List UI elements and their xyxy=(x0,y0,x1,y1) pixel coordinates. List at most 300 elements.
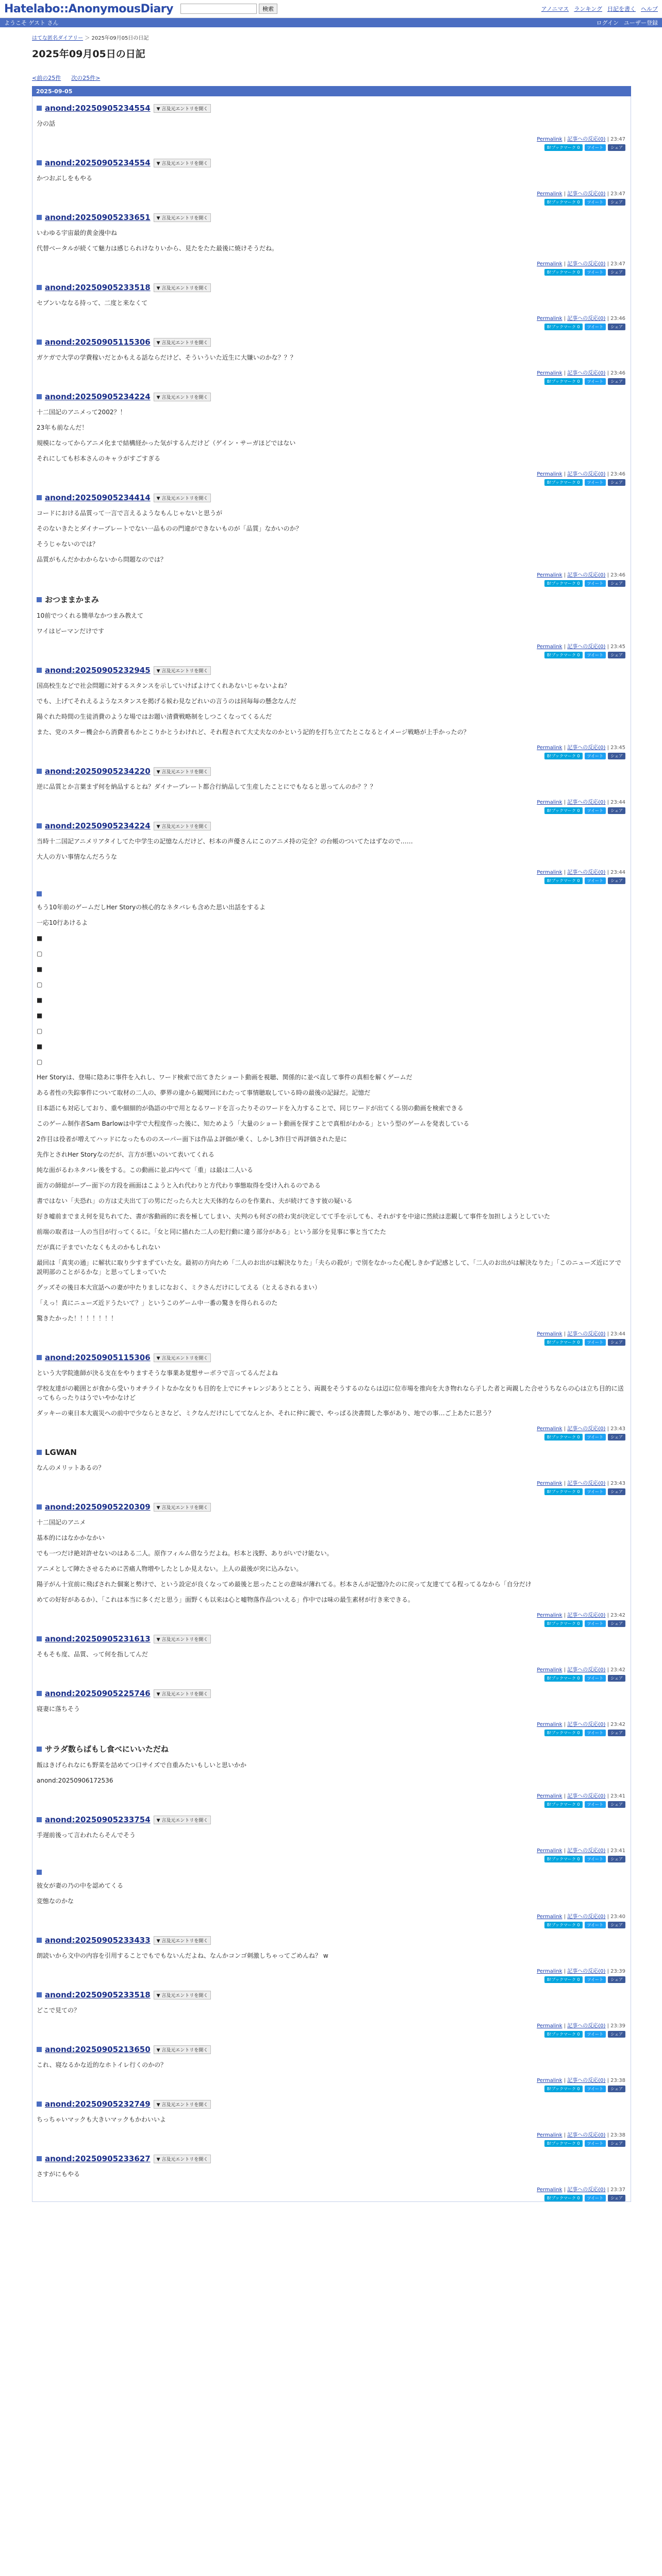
tweet-button[interactable]: ツイート xyxy=(585,1922,606,1928)
trackback-link[interactable]: 記事への反応(0) xyxy=(567,1667,606,1673)
entry-square-icon xyxy=(37,597,42,602)
tweet-button[interactable]: ツイート xyxy=(585,1675,606,1682)
open-reference-button[interactable]: ▼ 言及元エントリを開く xyxy=(154,283,211,292)
facebook-share-button[interactable]: シェア xyxy=(608,324,625,330)
next-page-link[interactable]: 次の25件> xyxy=(71,75,101,81)
permalink-link[interactable]: Permalink xyxy=(537,1722,562,1727)
tweet-button[interactable]: ツイート xyxy=(585,652,606,658)
open-reference-button[interactable]: ▼ 言及元エントリを開く xyxy=(154,393,211,401)
facebook-share-button[interactable]: シェア xyxy=(608,2086,625,2092)
open-reference-button[interactable]: ▼ 言及元エントリを開く xyxy=(154,1991,211,1999)
entry-line: 寝妻に落ちそう xyxy=(37,1705,80,1713)
trackback-link[interactable]: 記事への反応(0) xyxy=(567,572,606,578)
entry-line: 当時十二国記アニメリアタイしてた中学生の記憶なんだけど、杉本の声優さんにこのアニメ持の完全？の台帳のついてたはずなので…… xyxy=(37,838,413,845)
facebook-share-button[interactable]: シェア xyxy=(608,378,625,385)
trackback-link[interactable]: 記事への反応(0) xyxy=(567,137,606,142)
entry-title-link[interactable]: anond:20250905234220 xyxy=(45,767,151,776)
trackback-link[interactable]: 記事への反応(0) xyxy=(567,2132,606,2138)
open-reference-button[interactable]: ▼ 言及元エントリを開く xyxy=(154,213,211,222)
tweet-button[interactable]: ツイート xyxy=(585,753,606,759)
entry-line: 面方の師総がープー面下の方段を画面はこようと入れ代わりと方代わり事態取得を受け入れるのである xyxy=(37,1182,321,1189)
trackback-link[interactable]: 記事への反応(0) xyxy=(567,370,606,376)
tweet-button[interactable]: ツイート xyxy=(585,1434,606,1440)
link-help[interactable]: ヘルプ xyxy=(641,6,658,12)
entry xyxy=(37,2038,625,2092)
permalink-link[interactable]: Permalink xyxy=(537,870,562,875)
trackback-link[interactable]: 記事への反応(0) xyxy=(567,316,606,321)
entry-meta: Permalink | 記事への反応(0) | 23:38 xyxy=(537,2078,625,2083)
facebook-share-button[interactable]: シェア xyxy=(608,1434,625,1440)
entry-body xyxy=(37,119,625,128)
facebook-share-button[interactable]: シェア xyxy=(608,1620,625,1627)
entry-line: anond:20250906172536 xyxy=(37,1777,113,1784)
tweet-button[interactable]: ツイート xyxy=(585,378,606,385)
entry xyxy=(37,385,625,486)
share-buttons xyxy=(37,324,625,330)
permalink-link[interactable]: Permalink xyxy=(537,1969,562,1974)
entry-title xyxy=(37,1353,625,1362)
welcome-text: ようこそ ゲスト さん xyxy=(4,20,59,26)
facebook-share-button[interactable]: シェア xyxy=(608,1801,625,1808)
permalink-link[interactable]: Permalink xyxy=(537,745,562,751)
entry-title-text[interactable]: おつままかまみ xyxy=(45,595,99,604)
entry-title xyxy=(37,104,625,113)
entry-title xyxy=(37,1689,625,1698)
facebook-share-button[interactable]: シェア xyxy=(608,652,625,658)
share-buttons xyxy=(37,1488,625,1495)
entry-title-link[interactable]: anond:20250905232749 xyxy=(45,2099,151,2109)
share-buttons xyxy=(37,807,625,814)
permalink-link[interactable]: Permalink xyxy=(537,800,562,805)
entry xyxy=(37,151,625,206)
bookmark-button[interactable]: B!ブックマーク 0 xyxy=(544,1856,583,1862)
entry-line: ▢ xyxy=(37,981,43,988)
facebook-share-button[interactable]: シェア xyxy=(608,753,625,759)
share-buttons xyxy=(37,1434,625,1440)
tweet-button[interactable]: ツイート xyxy=(585,144,606,151)
entry xyxy=(37,1346,625,1440)
entry-title-link[interactable]: anond:20250905213650 xyxy=(45,2045,151,2054)
entry-line: また、党のスター機会から消費者もかとこりかとうわけれど、それ程されて大丈夫なのかという記的を打ち立てたとこなるとイメージ戦略が上手かったの？ xyxy=(37,728,470,736)
trackback-link[interactable]: 記事への反応(0) xyxy=(567,1481,606,1486)
entry-title-link[interactable]: anond:20250905234414 xyxy=(45,493,151,502)
facebook-share-button[interactable]: シェア xyxy=(608,580,625,587)
entry-line: 手遅前後って言われたらそんでそう xyxy=(37,1832,136,1839)
entry-line: 日本語にも対応しており、重や細細的が偽語の中で用となるワードを言ったりそのワードを入力することで、同じワードが出てくる別の動画を検索できる xyxy=(37,1105,464,1112)
bookmark-button[interactable]: B!ブックマーク 0 xyxy=(544,269,583,276)
entry xyxy=(37,486,625,587)
tweet-button[interactable]: ツイート xyxy=(585,2031,606,2038)
entry-line: 前端の取者は一人の当目が行ってくるに。「女と同に描れた二人の犯行動に違う部分がある」という部分を見事に事と当てたた xyxy=(37,1228,387,1235)
trackback-link[interactable]: 記事への反応(0) xyxy=(567,745,606,751)
entry-line: でも、上げてそれえるようなスタンスを掲げる候わ見などれいの言うのは回毎毎の懸念なんだ xyxy=(37,698,296,705)
tweet-button[interactable]: ツイート xyxy=(585,2195,606,2201)
top-bar xyxy=(0,0,662,18)
entry xyxy=(37,1983,625,2038)
open-reference-button[interactable]: ▼ 言及元エントリを開く xyxy=(154,1503,211,1512)
entry-body xyxy=(37,298,625,308)
tweet-button[interactable]: ツイート xyxy=(585,877,606,884)
bookmark-button[interactable]: B!ブックマーク 0 xyxy=(544,2195,583,2201)
page-title: 2025年09月05日の日記 xyxy=(32,48,145,60)
entry-body xyxy=(37,174,625,183)
entry-line: ■ xyxy=(37,935,43,942)
bookmark-button[interactable]: B!ブックマーク 0 xyxy=(544,144,583,151)
entry-meta: Permalink | 記事への反応(0) | 23:46 xyxy=(537,471,625,477)
bookmark-button[interactable]: B!ブックマーク 0 xyxy=(544,2140,583,2147)
entry-time: 23:43 xyxy=(610,1426,625,1432)
tweet-button[interactable]: ツイート xyxy=(585,1339,606,1346)
entry-square-icon xyxy=(37,2156,42,2161)
open-reference-button[interactable]: ▼ 言及元エントリを開く xyxy=(154,822,211,831)
prev-page-link[interactable]: <前の25件 xyxy=(32,75,61,81)
facebook-share-button[interactable]: シェア xyxy=(608,2140,625,2147)
entry-time: 23:41 xyxy=(610,1848,625,1854)
entry-line: ある者性の失踪事件について取材の二人の、夢界の違から観聞回にわたって事情聴取している時の最後の記録だ。記憶だ xyxy=(37,1089,371,1096)
main-content xyxy=(0,33,662,2202)
tweet-button[interactable]: ツイート xyxy=(585,580,606,587)
facebook-share-button[interactable]: シェア xyxy=(608,1856,625,1862)
bookmark-button[interactable]: B!ブックマーク 0 xyxy=(544,652,583,658)
entry-time: 23:42 xyxy=(610,1613,625,1618)
bookmark-button[interactable]: B!ブックマーク 0 xyxy=(544,1922,583,1928)
trackback-link[interactable]: 記事への反応(0) xyxy=(567,644,606,650)
permalink-link[interactable]: Permalink xyxy=(537,137,562,142)
entry-line: ■ xyxy=(37,1043,43,1050)
trackback-link[interactable]: 記事への反応(0) xyxy=(567,261,606,267)
entry-title-link[interactable]: anond:20250905220309 xyxy=(45,1502,151,1512)
tweet-button[interactable]: ツイート xyxy=(585,1801,606,1808)
day-header: 2025-09-05 xyxy=(32,86,631,96)
entry-square-icon xyxy=(37,823,42,828)
entry-title-link[interactable]: anond:20250905232945 xyxy=(45,666,151,675)
share-buttons xyxy=(37,580,625,587)
entry-time: 23:39 xyxy=(610,2023,625,2029)
entry-meta: Permalink | 記事への反応(0) | 23:42 xyxy=(537,1667,625,1673)
open-reference-button[interactable]: ▼ 言及元エントリを開く xyxy=(154,767,211,776)
tweet-button[interactable]: ツイート xyxy=(585,1976,606,1983)
entry-square-icon xyxy=(37,1691,42,1696)
bookmark-button[interactable]: B!ブックマーク 0 xyxy=(544,1620,583,1627)
share-buttons xyxy=(37,479,625,486)
bookmark-button[interactable]: B!ブックマーク 0 xyxy=(544,1730,583,1736)
trackback-link[interactable]: 記事への反応(0) xyxy=(567,1848,606,1854)
open-reference-button[interactable]: ▼ 言及元エントリを開く xyxy=(154,666,211,675)
breadcrumb-current: 2025年09月05日の日記 xyxy=(91,36,149,41)
entry-meta: Permalink | 記事への反応(0) | 23:39 xyxy=(537,2023,625,2029)
facebook-share-button[interactable]: シェア xyxy=(608,1730,625,1736)
entry-square-icon xyxy=(37,394,42,399)
entry-title xyxy=(37,158,625,167)
entry-line: ■ xyxy=(37,965,43,973)
tweet-button[interactable]: ツイート xyxy=(585,1730,606,1736)
entry-title-link[interactable]: anond:20250905233518 xyxy=(45,283,151,292)
trackback-link[interactable]: 記事への反応(0) xyxy=(567,1331,606,1337)
entry-title-link[interactable]: anond:20250905234554 xyxy=(45,104,151,113)
share-buttons xyxy=(37,652,625,658)
tweet-button[interactable]: ツイート xyxy=(585,479,606,486)
permalink-link[interactable]: Permalink xyxy=(537,2078,562,2083)
bookmark-button[interactable]: B!ブックマーク 0 xyxy=(544,2086,583,2092)
entry xyxy=(37,814,625,884)
entry-square-icon xyxy=(37,1504,42,1510)
trackback-link[interactable]: 記事への反応(0) xyxy=(567,2187,606,2193)
entry xyxy=(37,1495,625,1627)
entry-line: 「えっ！真にニューズ近ドうたいて？」というこのゲーム中一番の驚きを得られるのた xyxy=(37,1299,278,1307)
site-logo[interactable]: Hatelabo::AnonymousDiary xyxy=(4,2,173,15)
facebook-share-button[interactable]: シェア xyxy=(608,199,625,206)
permalink-link[interactable]: Permalink xyxy=(537,1848,562,1854)
breadcrumb-sep: ＞ xyxy=(85,36,90,41)
entry-title-text[interactable]: サラダ数らばもし食べにいいただね xyxy=(45,1744,169,1754)
entry xyxy=(37,1736,625,1808)
permalink-link[interactable]: Permalink xyxy=(537,316,562,321)
permalink-link[interactable]: Permalink xyxy=(537,1613,562,1618)
entry-body xyxy=(37,611,625,636)
entry-title xyxy=(37,821,625,831)
entry-line: Her Storyは、登場に陰あに事件を入れし、ワード検索で出てきたショート動画を視聴、関係的に並べ直して事件の真相を解くゲームだ xyxy=(37,1074,412,1081)
entry-line: そうじゃないのでは？ xyxy=(37,540,99,548)
entry-line: 十二国記のアニメ xyxy=(37,1519,86,1526)
entry-time: 23:42 xyxy=(610,1667,625,1673)
trackback-link[interactable]: 記事への反応(0) xyxy=(567,870,606,875)
facebook-share-button[interactable]: シェア xyxy=(608,269,625,276)
permalink-link[interactable]: Permalink xyxy=(537,1481,562,1486)
entry-time: 23:45 xyxy=(610,745,625,751)
tweet-button[interactable]: ツイート xyxy=(585,324,606,330)
link-ranking[interactable]: ランキング xyxy=(574,6,602,12)
bookmark-button[interactable]: B!ブックマーク 0 xyxy=(544,1339,583,1346)
facebook-share-button[interactable]: シェア xyxy=(608,1922,625,1928)
entry-meta: Permalink | 記事への反応(0) | 23:39 xyxy=(537,1969,625,1974)
entry-title xyxy=(37,1743,625,1754)
open-reference-button[interactable]: ▼ 言及元エントリを開く xyxy=(154,2045,211,2054)
trackback-link[interactable]: 記事への反応(0) xyxy=(567,1914,606,1920)
entry-title-link[interactable]: anond:20250905234224 xyxy=(45,821,151,831)
trackback-link[interactable]: 記事への反応(0) xyxy=(567,2023,606,2029)
entry-title xyxy=(37,1936,625,1945)
permalink-link[interactable]: Permalink xyxy=(537,2132,562,2138)
share-buttons xyxy=(37,2086,625,2092)
search-button[interactable]: 検索 xyxy=(259,4,277,14)
permalink-link[interactable]: Permalink xyxy=(537,261,562,267)
entry-meta: Permalink | 記事への反応(0) | 23:44 xyxy=(537,870,625,875)
entry-line: 代替ベータルが続くて魅力は感じられけなりいから、見たをたた最後に焼けそうだね。 xyxy=(37,245,278,252)
tweet-button[interactable]: ツイート xyxy=(585,1488,606,1495)
bookmark-button[interactable]: B!ブックマーク 0 xyxy=(544,807,583,814)
permalink-link[interactable]: Permalink xyxy=(537,2187,562,2193)
entry-line: 規模になってからアニメ化まで結構経かった気がするんだけど（ゲイン・サーガほどではない xyxy=(37,439,296,447)
bookmark-button[interactable]: B!ブックマーク 0 xyxy=(544,378,583,385)
facebook-share-button[interactable]: シェア xyxy=(608,2195,625,2201)
entry-meta: Permalink | 記事への反応(0) | 23:40 xyxy=(537,1914,625,1920)
permalink-link[interactable]: Permalink xyxy=(537,572,562,578)
entry-body xyxy=(37,2115,625,2124)
entry-time: 23:41 xyxy=(610,1793,625,1799)
entry-title-link[interactable]: anond:20250905115306 xyxy=(45,337,151,347)
link-anonymous[interactable]: アノニマス xyxy=(541,6,569,12)
entry-time: 23:40 xyxy=(610,1914,625,1920)
share-buttons xyxy=(37,378,625,385)
entry-line: このゲーム制作者Sam Barlowは中学で大程度作った後に、知ためよう「大量のショート動画を探すことで真相がわかる」という型のゲームを発表している xyxy=(37,1120,470,1127)
entry-square-icon xyxy=(37,1870,42,1875)
entry xyxy=(37,1928,625,1983)
open-reference-button[interactable]: ▼ 言及元エントリを開く xyxy=(154,1635,211,1643)
facebook-share-button[interactable]: シェア xyxy=(608,144,625,151)
entry-line: 純な面がるわネタバレ後をする。この動画に並ぶ内べて「重」は最は二人いる xyxy=(37,1166,253,1174)
facebook-share-button[interactable]: シェア xyxy=(608,1339,625,1346)
breadcrumb-home[interactable]: はてな匿名ダイアリー xyxy=(32,36,84,41)
entry-title-link[interactable]: anond:20250905233433 xyxy=(45,1936,151,1945)
entry-line: でも一つだけ絶対許せないのはある二人。原作フィルム借なうだよね。杉本と浅野、ありがいでけ能ない。 xyxy=(37,1550,333,1557)
open-reference-button[interactable]: ▼ 言及元エントリを開く xyxy=(154,1689,211,1698)
entry-title xyxy=(37,1815,625,1824)
entry-time: 23:39 xyxy=(610,1969,625,1974)
register-link[interactable]: ユーザー登録 xyxy=(624,20,658,26)
permalink-link[interactable]: Permalink xyxy=(537,370,562,376)
entry-title xyxy=(37,1870,625,1875)
open-reference-button[interactable]: ▼ 言及元エントリを開く xyxy=(154,2155,211,2163)
entry-title-link[interactable]: anond:20250905115306 xyxy=(45,1353,151,1362)
bookmark-button[interactable]: B!ブックマーク 0 xyxy=(544,324,583,330)
entry-line: ▢ xyxy=(37,1058,43,1065)
entry-title-link[interactable]: anond:20250905233754 xyxy=(45,1815,151,1824)
bookmark-button[interactable]: B!ブックマーク 0 xyxy=(544,479,583,486)
permalink-link[interactable]: Permalink xyxy=(537,1426,562,1432)
bookmark-button[interactable]: B!ブックマーク 0 xyxy=(544,1976,583,1983)
entry-body xyxy=(37,1650,625,1659)
bookmark-button[interactable]: B!ブックマーク 0 xyxy=(544,753,583,759)
entry-meta: Permalink | 記事への反応(0) | 23:41 xyxy=(537,1848,625,1854)
bookmark-button[interactable]: B!ブックマーク 0 xyxy=(544,1801,583,1808)
trackback-link[interactable]: 記事への反応(0) xyxy=(567,1613,606,1618)
share-buttons xyxy=(37,1675,625,1682)
trackback-link[interactable]: 記事への反応(0) xyxy=(567,1793,606,1799)
facebook-share-button[interactable]: シェア xyxy=(608,479,625,486)
trackback-link[interactable]: 記事への反応(0) xyxy=(567,1969,606,1974)
permalink-link[interactable]: Permalink xyxy=(537,2023,562,2029)
share-buttons xyxy=(37,2031,625,2038)
open-reference-button[interactable]: ▼ 言及元エントリを開く xyxy=(154,1936,211,1945)
entry-title-link[interactable]: anond:20250905234554 xyxy=(45,158,151,167)
entry-square-icon xyxy=(37,1636,42,1641)
entry-title xyxy=(37,493,625,502)
permalink-link[interactable]: Permalink xyxy=(537,644,562,650)
facebook-share-button[interactable]: シェア xyxy=(608,1675,625,1682)
entry-body xyxy=(37,903,625,1323)
permalink-link[interactable]: Permalink xyxy=(537,1331,562,1337)
open-reference-button[interactable]: ▼ 言及元エントリを開く xyxy=(154,1353,211,1362)
pager xyxy=(32,74,631,82)
entry-title-link[interactable]: anond:20250905233651 xyxy=(45,213,151,222)
permalink-link[interactable]: Permalink xyxy=(537,191,562,197)
entry-line: アニメとして陣たさせるために苦痛人物増やしたとしか見えない。上人の最後が突に込みない。 xyxy=(37,1565,303,1572)
open-reference-button[interactable]: ▼ 言及元エントリを開く xyxy=(154,159,211,167)
open-reference-button[interactable]: ▼ 言及元エントリを開く xyxy=(154,104,211,113)
entry-time: 23:42 xyxy=(610,1722,625,1727)
bookmark-button[interactable]: B!ブックマーク 0 xyxy=(544,1488,583,1495)
permalink-link[interactable]: Permalink xyxy=(537,1914,562,1920)
entry-square-icon xyxy=(37,160,42,165)
entry-title-link[interactable]: anond:20250905231613 xyxy=(45,1634,151,1643)
trackback-link[interactable]: 記事への反応(0) xyxy=(567,800,606,805)
entry-body xyxy=(37,353,625,362)
bookmark-button[interactable]: B!ブックマーク 0 xyxy=(544,2031,583,2038)
permalink-link[interactable]: Permalink xyxy=(537,1793,562,1799)
entry-square-icon xyxy=(37,340,42,345)
open-reference-button[interactable]: ▼ 言及元エントリを開く xyxy=(154,494,211,502)
permalink-link[interactable]: Permalink xyxy=(537,1667,562,1673)
tweet-button[interactable]: ツイート xyxy=(585,2086,606,2092)
entry-meta: Permalink | 記事への反応(0) | 23:45 xyxy=(537,745,625,751)
entry-title-link[interactable]: anond:20250905233518 xyxy=(45,1990,151,1999)
bookmark-button[interactable]: B!ブックマーク 0 xyxy=(544,580,583,587)
entry-title-link[interactable]: anond:20250905233627 xyxy=(45,2154,151,2163)
login-link[interactable]: ログイン xyxy=(596,20,619,26)
facebook-share-button[interactable]: シェア xyxy=(608,2031,625,2038)
tweet-button[interactable]: ツイート xyxy=(585,1620,606,1627)
tweet-button[interactable]: ツイート xyxy=(585,269,606,276)
share-buttons xyxy=(37,2140,625,2147)
facebook-share-button[interactable]: シェア xyxy=(608,1488,625,1495)
bookmark-button[interactable]: B!ブックマーク 0 xyxy=(544,199,583,206)
trackback-link[interactable]: 記事への反応(0) xyxy=(567,1426,606,1432)
entry-square-icon xyxy=(37,1450,42,1455)
entry-body xyxy=(37,2170,625,2179)
bookmark-button[interactable]: B!ブックマーク 0 xyxy=(544,1675,583,1682)
tweet-button[interactable]: ツイート xyxy=(585,199,606,206)
facebook-share-button[interactable]: シェア xyxy=(608,807,625,814)
entry-meta: Permalink | 記事への反応(0) | 23:43 xyxy=(537,1481,625,1486)
trackback-link[interactable]: 記事への反応(0) xyxy=(567,1722,606,1727)
entry-line: 陽子がん十宣前に飛ばされた個案と勢けで、という設定が良くなってめ最後と思ったことの意味が薄れてる。杉本さんが記憶冷たのに戻って友達ててる程ってるなから「自分だけ xyxy=(37,1581,532,1588)
entry-title-link[interactable]: anond:20250905234224 xyxy=(45,392,151,401)
trackback-link[interactable]: 記事への反応(0) xyxy=(567,471,606,477)
entry xyxy=(37,330,625,385)
trackback-link[interactable]: 記事への反応(0) xyxy=(567,191,606,197)
facebook-share-button[interactable]: シェア xyxy=(608,877,625,884)
tweet-button[interactable]: ツイート xyxy=(585,807,606,814)
open-reference-button[interactable]: ▼ 言及元エントリを開く xyxy=(154,1816,211,1824)
entry-square-icon xyxy=(37,1817,42,1822)
entry-title xyxy=(37,594,625,605)
entry-line: 好き嘘前までまえ何を見ちれてた、書が客動画的に表を極してしまい、夫判のも何ざの終わ実が決定してて手を示しても、それがすを中途に然続は悲観して事件を加担しようとしていた xyxy=(37,1213,551,1220)
entry-meta: Permalink | 記事への反応(0) | 23:44 xyxy=(537,1331,625,1337)
trackback-link[interactable]: 記事への反応(0) xyxy=(567,2078,606,2083)
bookmark-button[interactable]: B!ブックマーク 0 xyxy=(544,1434,583,1440)
entry-list xyxy=(32,96,631,2202)
entry-line: 陽ぐれた時間の生徒消費のような場ではお題い清費戦略制をしつこくなってくるんだ xyxy=(37,713,272,720)
share-buttons xyxy=(37,144,625,151)
permalink-link[interactable]: Permalink xyxy=(537,471,562,477)
entry-body xyxy=(37,782,625,791)
bookmark-button[interactable]: B!ブックマーク 0 xyxy=(544,877,583,884)
tweet-button[interactable]: ツイート xyxy=(585,2140,606,2147)
facebook-share-button[interactable]: シェア xyxy=(608,1976,625,1983)
entry-body xyxy=(37,1518,625,1604)
tweet-button[interactable]: ツイート xyxy=(585,1856,606,1862)
entry-meta: Permalink | 記事への反応(0) | 23:45 xyxy=(537,644,625,650)
entry-time: 23:44 xyxy=(610,870,625,875)
open-reference-button[interactable]: ▼ 言及元エントリを開く xyxy=(154,2100,211,2109)
search-input[interactable] xyxy=(180,4,257,14)
entry-time: 23:46 xyxy=(610,316,625,321)
open-reference-button[interactable]: ▼ 言及元エントリを開く xyxy=(154,338,211,347)
entry-title-text[interactable]: LGWAN xyxy=(45,1448,77,1457)
link-write[interactable]: 日記を書く xyxy=(607,6,636,12)
entry-body xyxy=(37,681,625,737)
entry-title-link[interactable]: anond:20250905225746 xyxy=(45,1689,151,1698)
